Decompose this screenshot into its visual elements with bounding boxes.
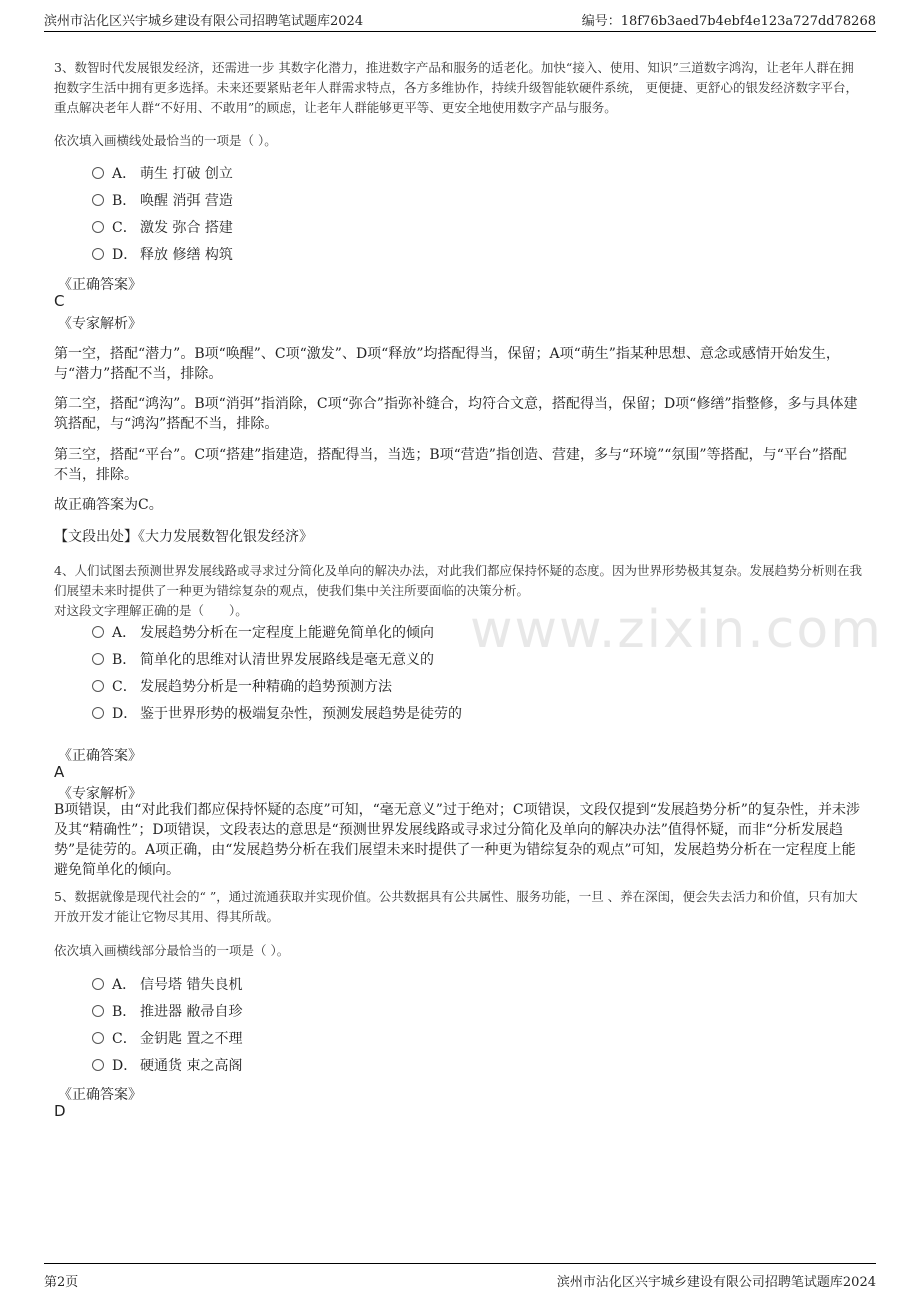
q3-option-b[interactable]: B． 唤醒 消弭 营造 bbox=[92, 190, 233, 212]
q4-answer-label: 《正确答案》 bbox=[58, 748, 142, 764]
q4-option-b[interactable]: B． 简单化的思维对认清世界发展路线是毫无意义的 bbox=[92, 649, 434, 671]
q5-answer: D bbox=[54, 1102, 66, 1120]
radio-icon[interactable] bbox=[92, 626, 104, 638]
page-header bbox=[44, 10, 876, 32]
q3-answer-label: 《正确答案》 bbox=[58, 277, 142, 293]
q4-ask: 对这段文字理解正确的是（ ）。 bbox=[54, 603, 248, 618]
q4-analysis-label: 《专家解析》 bbox=[58, 786, 142, 802]
header-rule bbox=[44, 31, 876, 32]
footer-rule bbox=[44, 1263, 876, 1264]
header-code: 编号：18f76b3aed7b4ebf4e123a727dd78268 bbox=[581, 14, 876, 29]
radio-icon[interactable] bbox=[92, 194, 104, 206]
q4-analysis: B项错误，由“对此我们都应保持怀疑的态度”可知，“毫无意义”过于绝对；C项错误，文段仅提到“发展趋势分析”的复杂性，并未涉及其“精确性”；D项错误，文段表达的意思是“预测世界发展线路或寻求过分简化及单向的解决办法”值得怀疑，而非“分析发展趋势”是徒劳的。A项正确，由“发展趋势分析在我们展望未来时提供了一种更为错综复杂的观点”可知，发展趋势分析在一定程度上能避免简单化的倾向。 bbox=[54, 802, 860, 878]
q3-analysis-2: 第二空，搭配“鸿沟”。B项“消弭”指消除，C项“弥合”指弥补缝合，均符合文意，搭配得当，保留；D项“修缮”指整修，多与具体建筑搭配，与“鸿沟”搭配不当，排除。 bbox=[54, 396, 858, 432]
q3-analysis-3: 第三空，搭配“平台”。C项“搭建”指建造，搭配得当，当选；B项“营造”指创造、营建，多与“环境”“氛围”等搭配，与“平台”搭配不当，排除。 bbox=[54, 447, 847, 483]
page-footer bbox=[44, 1263, 876, 1293]
q4-option-a[interactable]: A． 发展趋势分析在一定程度上能避免简单化的倾向 bbox=[92, 622, 434, 644]
q5-answer-label: 《正确答案》 bbox=[58, 1087, 142, 1103]
q5-ask: 依次填入画横线部分最恰当的一项是（ ）。 bbox=[54, 943, 290, 958]
q4-stem: 4、人们试图去预测世界发展线路或寻求过分简化及单向的解决办法，对此我们都应保持怀疑的态度。因为世界形势极其复杂。发展趋势分析则在我们展望未来时提供了一种更为错综复杂的观点，使我们集中关注所要面临的决策分析。 bbox=[54, 563, 862, 598]
q3-stem: 3、数智时代发展银发经济，还需进一步 其数字化潜力，推进数字产品和服务的适老化。加快“接入、使用、知识”三道数字鸿沟，让老年人群在拥抱数字生活中拥有更多选择。未来还要紧贴老年人群需求特点，各方多维协作，持续升级智能软硬件系统， 更便捷、更舒心的银发经济数字平台，重点解决老年人群“不好用、不敢用”的顾虑，让老年人群能够更平等、更安全地使用数字产品与服务。 bbox=[54, 60, 858, 115]
radio-icon[interactable] bbox=[92, 167, 104, 179]
radio-icon[interactable] bbox=[92, 248, 104, 260]
page-number: 第2页 bbox=[44, 1275, 79, 1290]
q4-option-c[interactable]: C． 发展趋势分析是一种精确的趋势预测方法 bbox=[92, 676, 392, 698]
q5-option-b[interactable]: B． 推进器 敝帚自珍 bbox=[92, 1001, 242, 1023]
radio-icon[interactable] bbox=[92, 978, 104, 990]
q3-analysis-1: 第一空，搭配“潜力”。B项“唤醒”、C项“激发”、D项“释放”均搭配得当，保留；A项“萌生”指某种思想、意念或感情开始发生，与“潜力”搭配不当，排除。 bbox=[54, 346, 840, 382]
q3-option-d[interactable]: D． 释放 修缮 构筑 bbox=[92, 244, 233, 266]
radio-icon[interactable] bbox=[92, 1059, 104, 1071]
q3-ask: 依次填入画横线处最恰当的一项是（ ）。 bbox=[54, 133, 277, 148]
q4-option-d[interactable]: D． 鉴于世界形势的极端复杂性，预测发展趋势是徒劳的 bbox=[92, 703, 462, 725]
q3-option-a[interactable]: A． 萌生 打破 创立 bbox=[92, 163, 233, 185]
radio-icon[interactable] bbox=[92, 1005, 104, 1017]
q3-analysis-4: 故正确答案为C。 bbox=[54, 497, 163, 513]
q5-option-d[interactable]: D． 硬通货 束之高阁 bbox=[92, 1055, 242, 1077]
radio-icon[interactable] bbox=[92, 707, 104, 719]
footer-title: 滨州市沾化区兴宇城乡建设有限公司招聘笔试题库2024 bbox=[556, 1275, 876, 1290]
q5-option-c[interactable]: C． 金钥匙 置之不理 bbox=[92, 1028, 242, 1050]
q3-analysis-label: 《专家解析》 bbox=[58, 316, 142, 332]
radio-icon[interactable] bbox=[92, 221, 104, 233]
q3-answer: C bbox=[54, 292, 65, 310]
header-title: 滨州市沾化区兴宇城乡建设有限公司招聘笔试题库2024 bbox=[44, 14, 364, 29]
q5-stem: 5、数据就像是现代社会的“ ”，通过流通获取并实现价值。公共数据具有公共属性、服务功能，一旦 、养在深闺，便会失去活力和价值，只有加大开放开发才能让它物尽其用、得其所哉。 bbox=[54, 889, 858, 924]
q3-source: 【文段出处】《大力发展数智化银发经济》 bbox=[54, 529, 313, 545]
radio-icon[interactable] bbox=[92, 680, 104, 692]
q5-option-a[interactable]: A． 信号塔 错失良机 bbox=[92, 974, 242, 996]
q4-answer: A bbox=[54, 763, 65, 781]
radio-icon[interactable] bbox=[92, 653, 104, 665]
radio-icon[interactable] bbox=[92, 1032, 104, 1044]
watermark: www.zixin.com bbox=[470, 600, 883, 660]
q3-option-c[interactable]: C． 激发 弥合 搭建 bbox=[92, 217, 233, 239]
